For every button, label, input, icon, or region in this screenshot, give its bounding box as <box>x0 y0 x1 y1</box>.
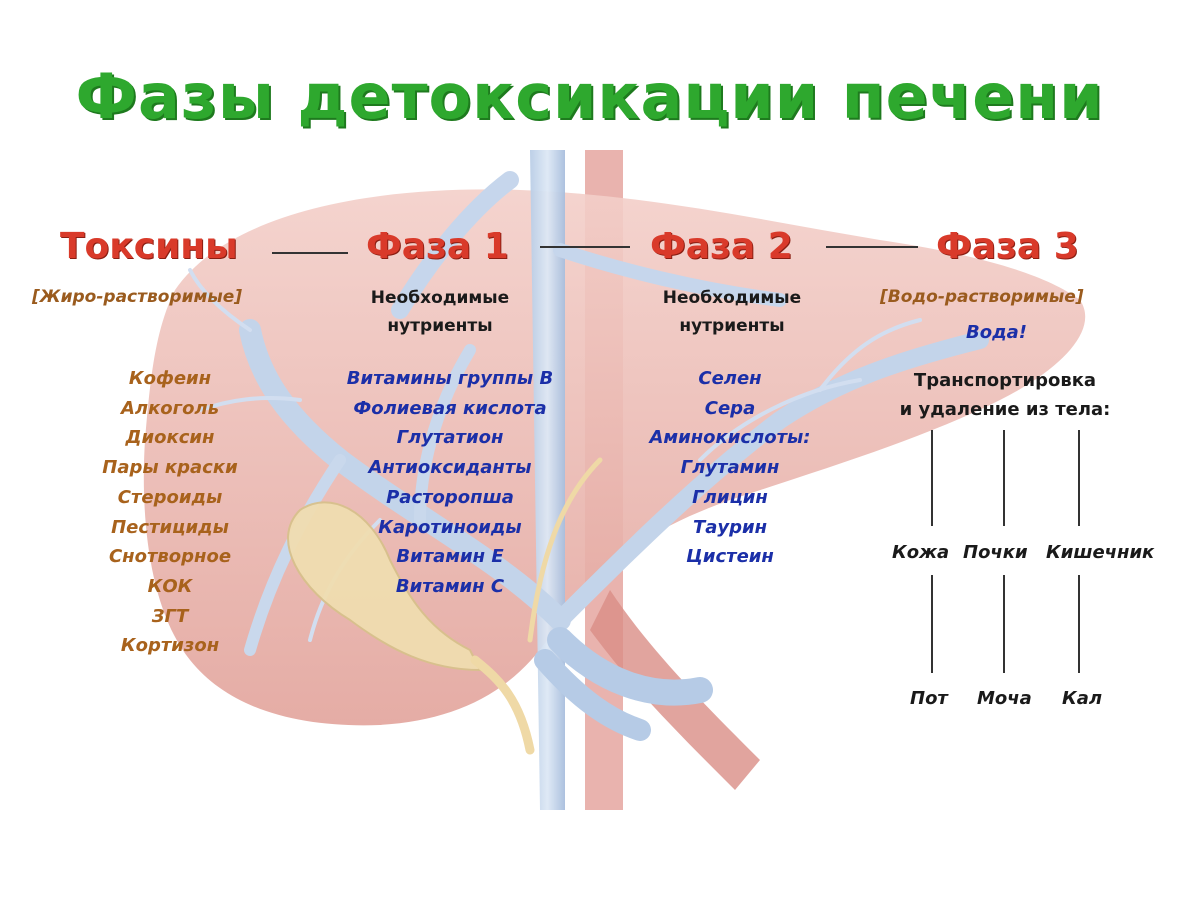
list-item: Глутатион <box>396 427 504 449</box>
phase3-water: Вода! <box>966 322 1027 343</box>
page-title: Фазы детоксикации печени <box>75 60 1104 133</box>
list-item: Цистеин <box>686 546 774 568</box>
toxins-subtitle: [Жиро-растворимые] <box>32 287 243 307</box>
list-item: Таурин <box>692 516 768 538</box>
organ-skin: Кожа <box>892 542 950 563</box>
list-item: Фолиевая кислота <box>353 397 547 419</box>
output-feces: Кал <box>1062 688 1103 709</box>
list-item: Расторопша <box>386 486 514 508</box>
list-item: Витамин С <box>395 575 505 597</box>
list-item: Пары краски <box>102 457 238 479</box>
toxins-heading: Токсины <box>60 226 238 267</box>
list-item: Стероиды <box>117 486 223 508</box>
transport-line2: и удаление из тела: <box>899 399 1111 420</box>
phase3-transport <box>870 366 1140 424</box>
list-item: Каротиноиды <box>378 516 522 538</box>
list-item: Снотворное <box>108 546 232 568</box>
kidneys-line-top <box>1003 430 1005 526</box>
list-item: Витамины группы В <box>346 368 554 389</box>
connector-line-2 <box>540 246 630 248</box>
phase2-needs-line1: Необходимые <box>662 288 802 308</box>
organ-intestine: Кишечник <box>1046 542 1155 563</box>
list-item: КОК <box>147 575 193 597</box>
list-item: Антиоксиданты <box>368 457 532 479</box>
list-item: Кофеин <box>128 368 212 389</box>
output-urine: Моча <box>977 688 1032 709</box>
organ-kidneys: Почки <box>963 542 1028 563</box>
list-item: Аминокислоты: <box>649 427 811 449</box>
intestine-line-bottom <box>1078 575 1080 673</box>
intestine-line-top <box>1078 430 1080 526</box>
list-item: Глицин <box>692 486 768 508</box>
connector-line-3 <box>826 246 918 248</box>
phase2-list <box>620 364 840 572</box>
phase2-needs <box>632 284 832 340</box>
list-item: Пестициды <box>111 516 229 538</box>
list-item: Диоксин <box>125 427 215 449</box>
phase2-heading: Фаза 2 <box>650 226 793 267</box>
list-item: Сера <box>704 397 756 419</box>
list-item: Витамин Е <box>396 546 504 568</box>
connector-line-1 <box>272 252 348 254</box>
phase3-heading: Фаза 3 <box>936 226 1079 267</box>
list-item: Селен <box>698 368 762 389</box>
output-sweat: Пот <box>910 688 948 709</box>
phase1-heading: Фаза 1 <box>366 226 509 267</box>
list-item: ЗГТ <box>151 605 189 627</box>
list-item: Алкоголь <box>120 397 220 419</box>
phase1-needs <box>340 284 540 340</box>
kidneys-line-bottom <box>1003 575 1005 673</box>
phase2-needs-line2: нутриенты <box>679 316 785 336</box>
list-item: Кортизон <box>120 635 220 657</box>
skin-line-top <box>931 430 933 526</box>
phase1-list <box>320 364 580 602</box>
phase1-needs-line2: нутриенты <box>387 316 493 336</box>
phase3-subtitle: [Водо-растворимые] <box>880 287 1084 307</box>
toxins-list <box>60 364 280 661</box>
list-item: Глутамин <box>680 457 780 479</box>
phase1-needs-line1: Необходимые <box>370 288 510 308</box>
skin-line-bottom <box>931 575 933 673</box>
transport-line1: Транспортировка <box>913 370 1097 391</box>
